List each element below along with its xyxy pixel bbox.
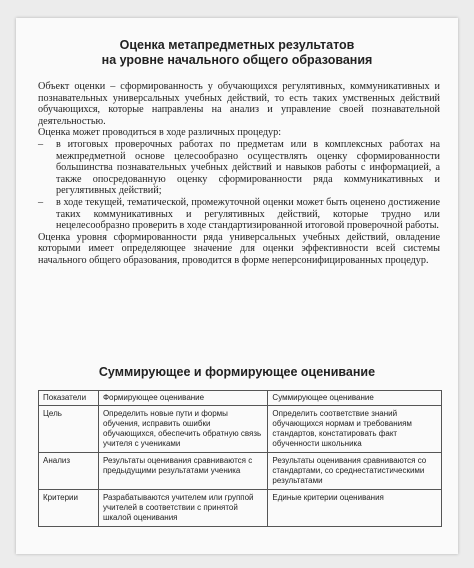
table-cell: Определить новые пути и формы обучения, исправить ошибки обучающихся, обеспечить обратную связь учителя с учениками — [98, 406, 267, 453]
table-cell: Результаты оценивания сравниваются со стандартами, со среднестатистическими результатами — [268, 453, 442, 490]
table-header-cell: Показатели — [39, 391, 99, 406]
paragraph-procedures: Оценка может проводиться в ходе различных процедур: — [38, 127, 282, 139]
paragraph-object: Объект оценки – сформированность у обучающихся регулятивных, коммуникативных и познавательных универсальных учебных действий, то есть таких умственных действий обучающихся, которые направлены на анализ и управление своей познавательной деятельностью. — [38, 81, 440, 127]
table-cell: Критерии — [39, 490, 99, 527]
table-cell: Анализ — [39, 453, 99, 490]
list-item — [38, 139, 440, 197]
table-row — [39, 453, 442, 490]
title-line-1: Оценка метапредметных результатов — [119, 38, 355, 52]
comparison-table — [38, 390, 442, 527]
dash-marker: – — [38, 138, 44, 150]
table-cell: Разрабатываются учителем или группой учителей в соответствии с принятой шкалой оценивания — [98, 490, 267, 527]
body-text — [38, 81, 440, 267]
list-item — [38, 197, 440, 232]
list-item-text: в ходе текущей, тематической, промежуточной оценки может быть оценено достижение таких коммуникативных и регулятивных действий, которые трудно или нецелесообразно проверить в ходе стандартизированной итоговой проверочной работы. — [56, 196, 440, 232]
list-item-text: в итоговых проверочных работах по предметам или в комплексных работах на межпредметной основе целесообразно осуществлять оценку сформированности большинства познавательных учебных действий и навыков работы с информацией, а также опосредованную оценку сформированности ряда коммуникативных и регулятивных действий; — [56, 138, 440, 197]
table-header-cell: Суммирующее оценивание — [268, 391, 442, 406]
table-row — [39, 406, 442, 453]
section-title: Суммирующее и формирующее оценивание — [98, 365, 376, 379]
table-header-cell: Формирующее оценивание — [98, 391, 267, 406]
dash-marker: – — [38, 196, 44, 208]
paragraph-assessment: Оценка уровня сформированности ряда универсальных учебных действий, овладение которыми имеет определяющее значение для оценки эффективности всей системы начального общего образования, проводится в форме неперсонифицированных процедур. — [38, 231, 440, 266]
table-cell: Единые критерии оценивания — [268, 490, 442, 527]
document-page — [16, 18, 458, 554]
table-row — [39, 490, 442, 527]
table-cell: Цель — [39, 406, 99, 453]
table-cell: Определить соответствие знаний обучающихся нормам и требованиям стандартов, констатировать факт обученности школьника — [268, 406, 442, 453]
title-line-2: на уровне начального общего образования — [101, 53, 373, 67]
table-cell: Результаты оценивания сравниваются с предыдущими результатами ученика — [98, 453, 267, 490]
table-header-row — [39, 391, 442, 406]
procedure-list — [38, 139, 440, 232]
page-title — [16, 38, 458, 68]
